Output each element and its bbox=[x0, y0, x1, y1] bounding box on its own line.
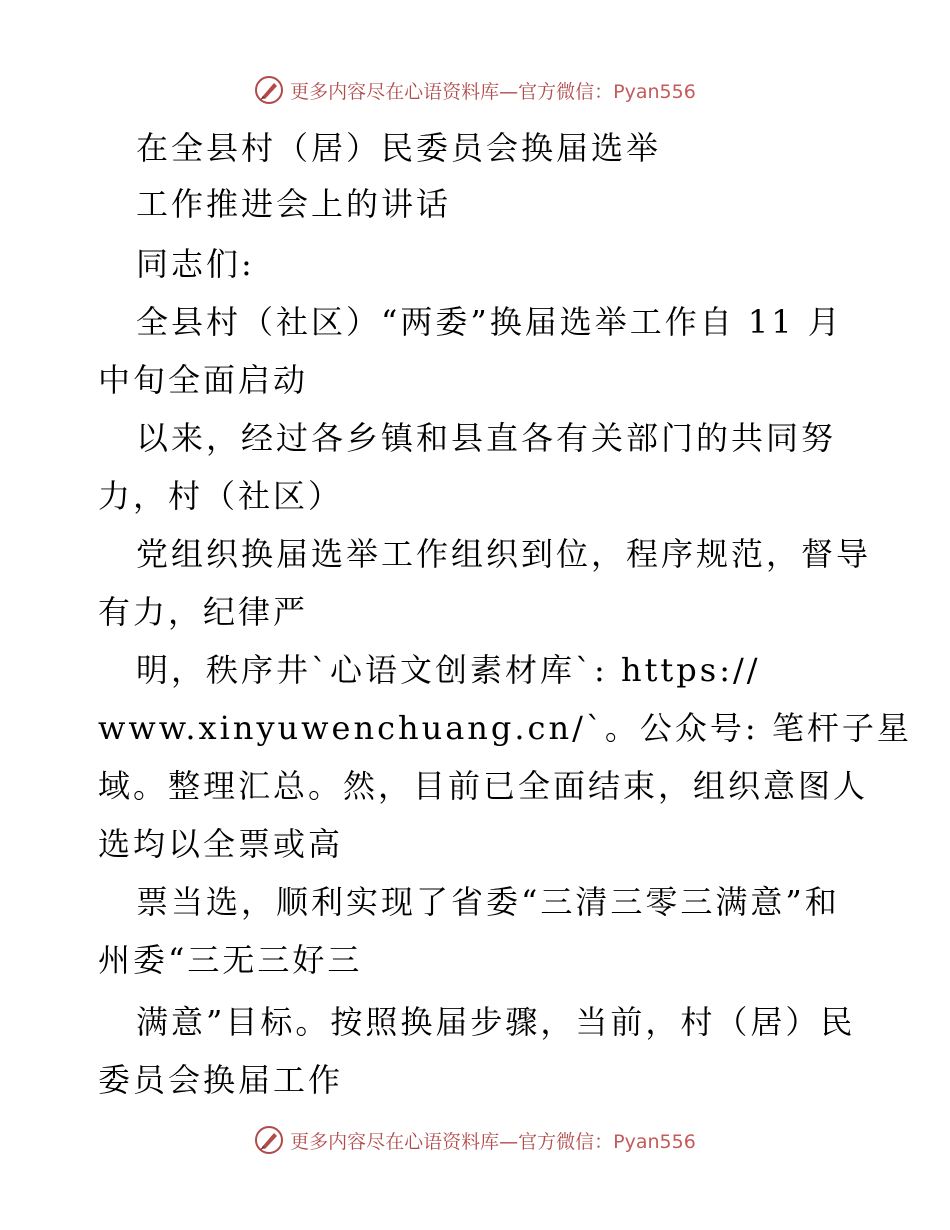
quill-logo-icon bbox=[254, 1125, 284, 1155]
body-line: www.xinyuwenchuang.cn/`。公众号: 笔杆子星 bbox=[98, 709, 912, 747]
body-line: 票当选，顺利实现了省委“三清三零三满意”和 bbox=[136, 883, 840, 921]
body-line: 中旬全面启动 bbox=[98, 361, 309, 399]
header-watermark bbox=[0, 70, 950, 110]
watermark-text: 更多内容尽在心语资料库—官方微信：Pyan556 bbox=[290, 1130, 696, 1153]
quill-logo-icon bbox=[254, 75, 284, 105]
body-line: 以来，经过各乡镇和县直各有关部门的共同努 bbox=[136, 419, 837, 457]
body-line: 党组织换届选举工作组织到位，程序规范，督导 bbox=[136, 535, 872, 573]
body-line: 力，村（社区） bbox=[98, 477, 344, 515]
watermark-text: 更多内容尽在心语资料库—官方微信：Pyan556 bbox=[290, 80, 696, 103]
watermark-account: Pyan556 bbox=[613, 1130, 696, 1153]
body-line: 州委“三无三好三 bbox=[98, 941, 363, 979]
body-line: 选均以全票或高 bbox=[98, 825, 344, 863]
body-line: 满意”目标。按照换届步骤，当前，村（居）民 bbox=[136, 1003, 856, 1041]
body-line: 域。整理汇总。然，目前已全面结束，组织意图人 bbox=[98, 767, 869, 805]
footer-watermark bbox=[0, 1120, 950, 1160]
body-line: 全县村（社区）“两委”换届选举工作自 11 月 bbox=[136, 303, 843, 341]
title-line-1: 在全县村（居）民委员会换届选举 bbox=[136, 129, 662, 167]
salutation: 同志们: bbox=[136, 245, 255, 283]
title-line-2: 工作推进会上的讲话 bbox=[136, 185, 452, 223]
body-line: 委员会换届工作 bbox=[98, 1061, 344, 1099]
body-line: 有力，纪律严 bbox=[98, 593, 309, 631]
watermark-account: Pyan556 bbox=[613, 80, 696, 103]
body-line: 明，秩序井`心语文创素材库`: https:// bbox=[136, 651, 761, 689]
